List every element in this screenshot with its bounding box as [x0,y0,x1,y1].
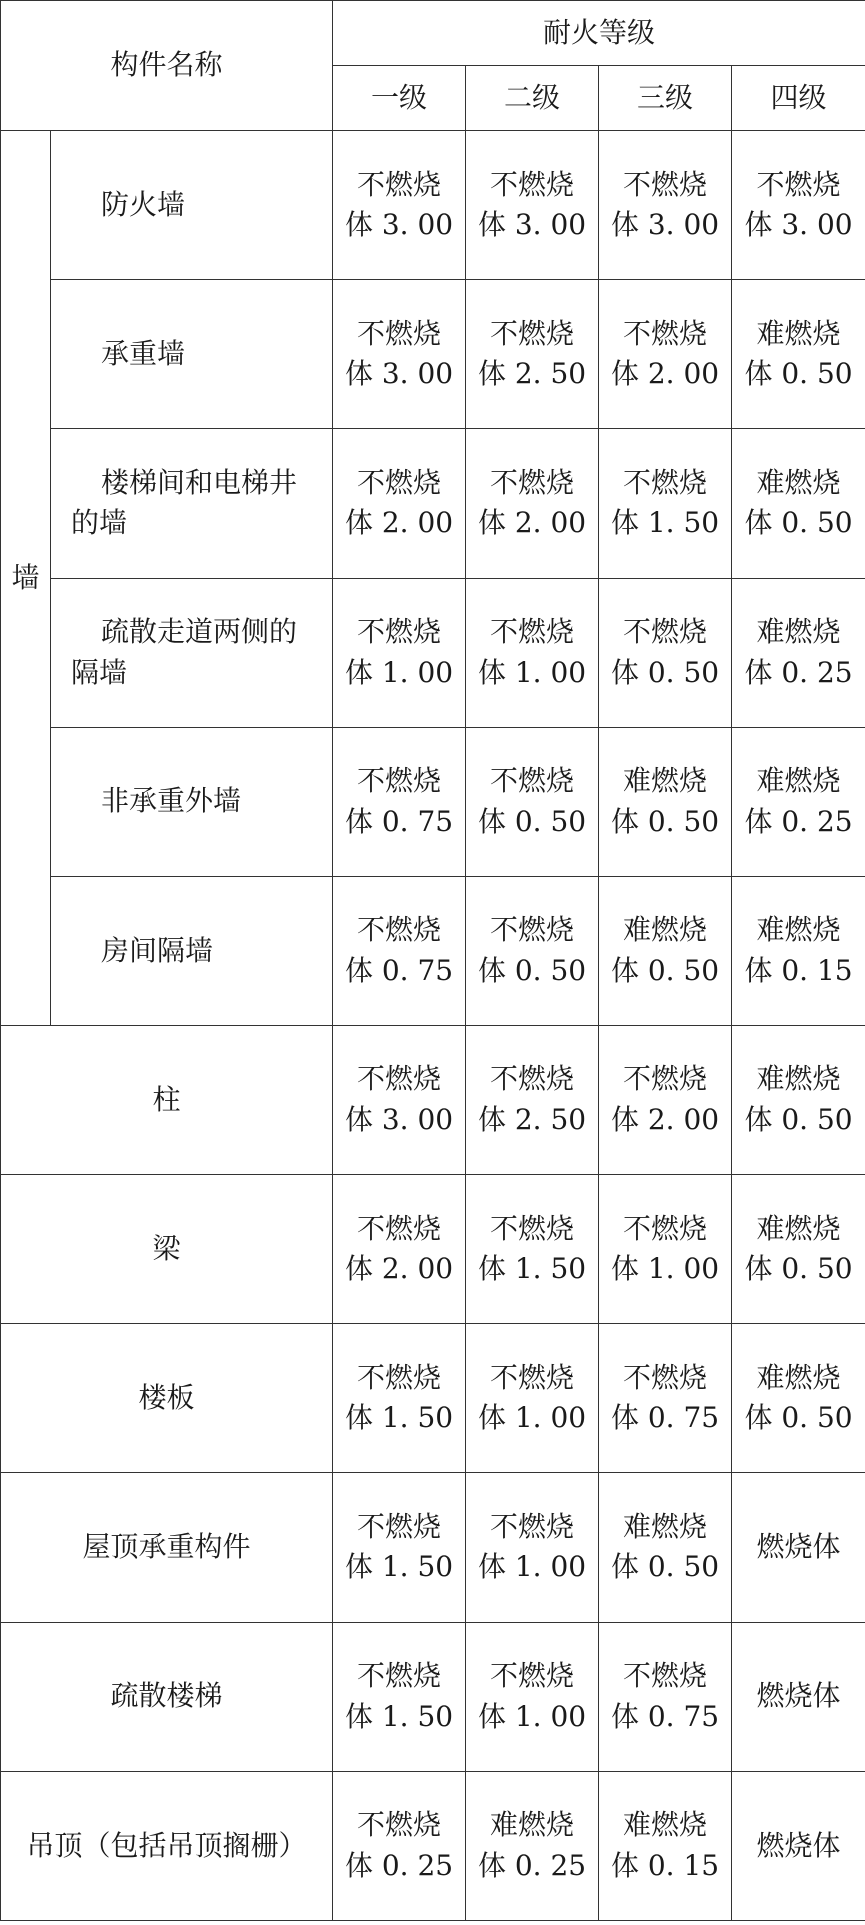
header-fire-rating: 耐火等级 [333,1,865,66]
value-text: 体 2. 00 [344,1252,454,1286]
value-cell [599,131,732,280]
value-text: 体 3. 00 [744,208,853,242]
value-text: 难燃烧 [756,1360,841,1394]
value-cell [732,1324,865,1473]
value-text: 体 0. 75 [610,1699,720,1733]
value-cell [333,280,466,429]
value-cell [466,578,599,727]
value-cell [599,876,732,1025]
component-name-cell [51,131,333,280]
value-cell [599,1622,732,1771]
value-text: 体 0. 50 [610,953,720,987]
value-text: 难燃烧 [623,913,708,947]
component-name: 疏散楼梯 [110,1679,223,1713]
component-name: 承重墙 [101,337,186,371]
value-text: 体 1. 50 [344,1550,454,1584]
value-cell [732,876,865,1025]
component-name: 梁 [152,1231,181,1265]
component-name-cell [51,876,333,1025]
component-name-cell [1,1025,333,1174]
value-text: 不燃烧 [357,465,442,499]
value-text: 不燃烧 [357,1360,442,1394]
value-text: 不燃烧 [357,167,442,201]
component-name-cell [51,578,333,727]
value-cell [333,876,466,1025]
value-cell [732,727,865,876]
header-grade-2: 二级 [466,66,599,131]
value-text: 体 0. 15 [610,1848,720,1882]
value-text: 不燃烧 [490,1659,575,1692]
value-cell [333,727,466,876]
value-text: 体 0. 50 [610,1550,720,1584]
value-text: 难燃烧 [756,316,841,350]
value-text: 不燃烧 [357,1062,442,1096]
value-cell [599,1175,732,1324]
value-text: 不燃烧 [357,764,442,798]
value-text: 难燃烧 [623,764,708,798]
value-cell [466,1771,599,1920]
header-grade-1: 一级 [333,66,466,131]
value-text: 不燃烧 [623,615,708,649]
value-cell [599,578,732,727]
value-text: 体 1. 00 [477,1699,587,1733]
table-row [1,429,865,578]
value-cell [732,1473,865,1622]
component-name-cell [51,280,333,429]
value-text: 体 3. 00 [344,208,454,242]
table-row [1,1175,865,1324]
value-text: 难燃烧 [623,1509,708,1543]
value-text: 难燃烧 [756,465,841,499]
value-text: 不燃烧 [756,167,841,201]
value-text: 体 0. 25 [477,1848,587,1882]
value-cell [333,1324,466,1473]
component-name: 柱 [152,1082,181,1116]
value-text: 不燃烧 [357,316,442,350]
component-name-cell [1,1622,333,1771]
value-cell [333,1175,466,1324]
value-text: 体 0. 25 [744,804,853,838]
component-name-cell [1,1771,333,1920]
value-cell [732,1622,865,1771]
value-cell [599,727,732,876]
value-cell [333,1622,466,1771]
value-cell [466,280,599,429]
header-grade-4: 四级 [732,66,865,131]
table-row [1,1771,865,1920]
table-row [1,1324,865,1473]
component-name: 房间隔墙 [101,933,214,967]
component-name-cell [1,1473,333,1622]
value-cell [466,727,599,876]
value-cell [732,578,865,727]
component-name-cell [51,429,333,578]
header-row-1 [1,1,865,66]
component-name: 吊顶（包括吊顶搁栅） [26,1828,307,1862]
value-text: 难燃烧 [623,1808,708,1842]
value-text: 不燃烧 [623,1360,708,1394]
component-name-cell [51,727,333,876]
value-text: 体 2. 00 [477,506,587,540]
header-grade-3: 三级 [599,66,732,131]
table-row [1,1473,865,1622]
value-cell [333,1025,466,1174]
value-text: 体 1. 00 [477,1550,587,1584]
component-name: 非承重外墙 [101,784,242,818]
value-cell [732,131,865,280]
component-name: 楼梯间和电梯井的墙 [71,465,298,540]
value-text: 不燃烧 [357,1659,442,1692]
value-cell [466,1622,599,1771]
value-text: 不燃烧 [490,1360,575,1394]
value-text: 体 0. 50 [744,506,853,540]
value-text: 体 2. 00 [344,506,454,540]
value-text: 难燃烧 [756,615,841,649]
value-text: 体 0. 25 [744,655,853,689]
value-cell [333,1771,466,1920]
value-text: 难燃烧 [756,913,841,947]
value-text: 体 3. 00 [344,1103,454,1137]
value-text: 体 2. 50 [477,357,587,391]
value-text: 不燃烧 [490,167,575,201]
value-cell [333,131,466,280]
value-text: 体 2. 50 [477,1103,587,1137]
value-text: 不燃烧 [357,913,442,947]
table-row [1,280,865,429]
value-cell [732,280,865,429]
value-text: 体 0. 50 [477,953,587,987]
value-text: 不燃烧 [490,913,575,947]
component-name-cell [1,1175,333,1324]
value-text: 体 0. 50 [744,1103,853,1137]
value-text: 体 1. 00 [477,1401,587,1435]
value-text: 不燃烧 [623,1211,708,1245]
wall-group-label: 墙 [1,131,51,1026]
value-text: 体 0. 25 [344,1848,454,1882]
value-cell [599,1324,732,1473]
value-text: 体 0. 75 [344,804,454,838]
component-name-cell [1,1324,333,1473]
value-cell [732,1025,865,1174]
value-cell [466,1324,599,1473]
value-text: 不燃烧 [623,167,708,201]
value-text: 体 0. 50 [744,357,853,391]
value-text: 体 3. 00 [610,208,720,242]
value-cell [333,578,466,727]
value-text: 难燃烧 [756,764,841,798]
table-row [1,727,865,876]
value-text: 不燃烧 [490,316,575,350]
value-text: 体 0. 75 [344,953,454,987]
value-cell [466,429,599,578]
component-name: 防火墙 [101,187,186,221]
value-text: 燃烧体 [756,1530,841,1564]
value-text: 不燃烧 [623,1659,708,1692]
value-text: 体 2. 00 [610,357,720,391]
table-row [1,1622,865,1771]
value-text: 体 0. 50 [610,655,720,689]
table-row [1,876,865,1025]
value-text: 不燃烧 [490,1211,575,1245]
value-cell [466,131,599,280]
value-text: 体 2. 00 [610,1103,720,1137]
value-cell [599,280,732,429]
value-text: 不燃烧 [490,1509,575,1543]
table-row [1,131,865,280]
value-text: 不燃烧 [357,1509,442,1543]
value-text: 不燃烧 [490,1062,575,1096]
table-row [1,578,865,727]
component-name: 屋顶承重构件 [82,1530,251,1564]
value-text: 难燃烧 [756,1211,841,1245]
value-text: 难燃烧 [490,1808,575,1842]
value-text: 燃烧体 [756,1828,841,1862]
value-cell [732,429,865,578]
value-cell [333,429,466,578]
value-text: 不燃烧 [357,1808,442,1842]
value-cell [466,1175,599,1324]
component-name: 楼板 [138,1381,195,1415]
value-text: 体 3. 00 [344,357,454,391]
value-text: 不燃烧 [490,465,575,499]
value-text: 体 1. 00 [610,1252,720,1286]
value-text: 不燃烧 [623,316,708,350]
value-cell [599,1771,732,1920]
value-text: 不燃烧 [623,465,708,499]
value-text: 体 0. 15 [744,953,853,987]
value-cell [732,1771,865,1920]
value-text: 不燃烧 [490,764,575,798]
value-text: 体 1. 50 [477,1252,587,1286]
value-text: 难燃烧 [756,1062,841,1096]
value-cell [333,1473,466,1622]
value-text: 体 0. 50 [477,804,587,838]
value-text: 不燃烧 [357,615,442,649]
value-text: 体 0. 50 [610,804,720,838]
value-text: 不燃烧 [357,1211,442,1245]
value-cell [599,1025,732,1174]
header-component-name: 构件名称 [1,1,333,131]
value-text: 体 1. 50 [610,506,720,540]
value-cell [732,1175,865,1324]
value-text: 体 1. 00 [344,655,454,689]
component-name: 疏散走道两侧的隔墙 [71,615,298,689]
value-text: 体 1. 50 [344,1699,454,1733]
value-text: 体 1. 00 [477,655,587,689]
value-text: 体 3. 00 [477,208,587,242]
value-text: 不燃烧 [490,615,575,649]
value-cell [466,876,599,1025]
table-row [1,1025,865,1174]
value-cell [599,429,732,578]
value-text: 不燃烧 [623,1062,708,1096]
value-text: 体 0. 50 [744,1401,853,1435]
value-cell [599,1473,732,1622]
value-text: 体 0. 75 [610,1401,720,1435]
value-cell [466,1473,599,1622]
value-text: 燃烧体 [756,1679,841,1713]
value-cell [466,1025,599,1174]
value-text: 体 1. 50 [344,1401,454,1435]
value-text: 体 0. 50 [744,1252,853,1286]
